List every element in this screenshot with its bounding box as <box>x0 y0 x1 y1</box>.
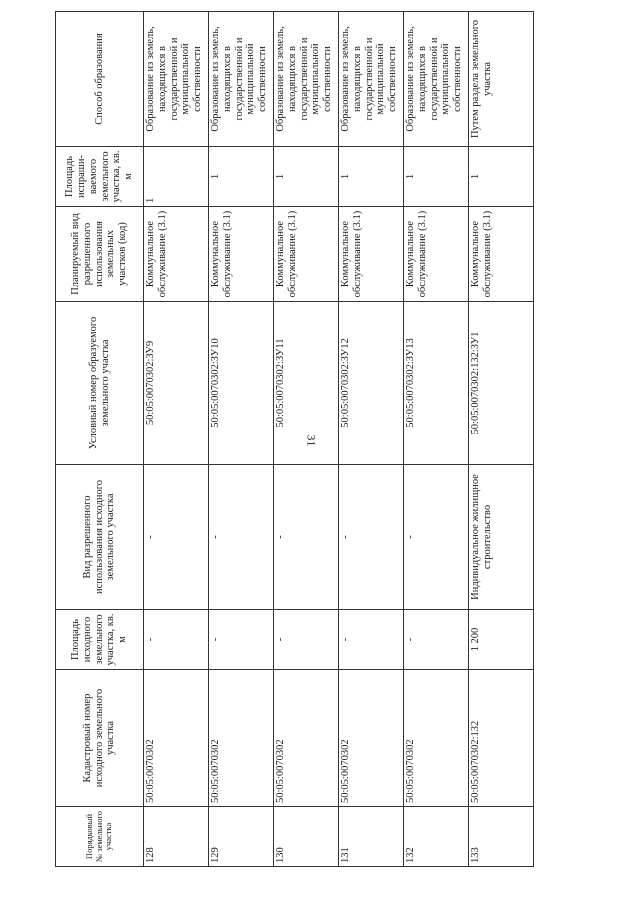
cell-plot-number: 129 <box>209 807 274 867</box>
cell-source-permitted-use: - <box>404 465 469 610</box>
header-requested-area: Площадь испраши-ваемого земельного участка, кв. м <box>56 147 144 207</box>
cell-formation-method: Образование из земель, находящихся в государственной и муниципальной собственности <box>339 12 404 147</box>
cell-source-permitted-use: - <box>209 465 274 610</box>
cell-new-plot-number: 50:05:0070302:ЗУ10 <box>209 302 274 465</box>
cell-source-cadastral-number: 50:05:0070302:132 <box>469 670 534 807</box>
cell-requested-area: 1 <box>209 147 274 207</box>
cell-source-area: - <box>144 610 209 670</box>
cell-source-cadastral-number: 50:05:0070302 <box>404 670 469 807</box>
table-row <box>274 12 339 867</box>
cell-planned-use: Коммунальное обслуживание (3.1) <box>209 207 274 302</box>
cell-source-permitted-use: - <box>144 465 209 610</box>
cell-source-area: 1 200 <box>469 610 534 670</box>
cell-plot-number: 132 <box>404 807 469 867</box>
cell-source-area: - <box>209 610 274 670</box>
table-row <box>469 12 534 867</box>
cell-plot-number: 131 <box>339 807 404 867</box>
cell-requested-area: 1 <box>274 147 339 207</box>
cell-requested-area: 1 <box>404 147 469 207</box>
cell-plot-number: 130 <box>274 807 339 867</box>
header-planned-use: Планируемый вид разрешенного использования земельных участков (код) <box>56 207 144 302</box>
cell-planned-use: Коммунальное обслуживание (3.1) <box>469 207 534 302</box>
page-number: 31 <box>304 434 319 447</box>
header-formation-method: Способ образования <box>56 12 144 147</box>
table-row <box>144 12 209 867</box>
header-new-plot-number: Условный номер образуемого земельного участка <box>56 302 144 465</box>
cell-requested-area: 1 <box>144 147 209 207</box>
cell-formation-method: Образование из земель, находящихся в государственной и муниципальной собственности <box>274 12 339 147</box>
cell-source-area: - <box>274 610 339 670</box>
cell-new-plot-number: 50:05:0070302:ЗУ13 <box>404 302 469 465</box>
cell-source-area: - <box>404 610 469 670</box>
header-source-area: Площадь исходного земельного участка, кв. м <box>56 610 144 670</box>
cell-planned-use: Коммунальное обслуживание (3.1) <box>339 207 404 302</box>
cell-source-permitted-use: Индивидуальное жилищное строительство <box>469 465 534 610</box>
cell-source-cadastral-number: 50:05:0070302 <box>274 670 339 807</box>
cell-plot-number: 128 <box>144 807 209 867</box>
cell-formation-method: Путем раздела земельного участка <box>469 12 534 147</box>
header-plot-number: Порядковый № земельного участка <box>56 807 144 867</box>
cell-source-cadastral-number: 50:05:0070302 <box>339 670 404 807</box>
table-row <box>209 12 274 867</box>
cell-new-plot-number: 50:05:0070302:132:ЗУ1 <box>469 302 534 465</box>
cell-new-plot-number: 50:05:0070302:ЗУ9 <box>144 302 209 465</box>
cell-new-plot-number: 50:05:0070302:ЗУ11 <box>274 302 339 465</box>
header-source-cadastral-number: Кадастровый номер исходного земельного участка <box>56 670 144 807</box>
cell-plot-number: 133 <box>469 807 534 867</box>
cell-source-cadastral-number: 50:05:0070302 <box>144 670 209 807</box>
cell-requested-area: 1 <box>339 147 404 207</box>
cell-formation-method: Образование из земель, находящихся в государственной и муниципальной собственности <box>209 12 274 147</box>
cell-planned-use: Коммунальное обслуживание (3.1) <box>404 207 469 302</box>
cell-source-cadastral-number: 50:05:0070302 <box>209 670 274 807</box>
table-row <box>404 12 469 867</box>
cell-planned-use: Коммунальное обслуживание (3.1) <box>274 207 339 302</box>
table-row <box>339 12 404 867</box>
header-source-permitted-use: Вид разрешенного использования исходного земельного участка <box>56 465 144 610</box>
cell-formation-method: Образование из земель, находящихся в государственной и муниципальной собственности <box>404 12 469 147</box>
cell-source-permitted-use: - <box>339 465 404 610</box>
cell-formation-method: Образование из земель, находящихся в государственной и муниципальной собственности <box>144 12 209 147</box>
land-plots-table <box>55 11 534 867</box>
land-plots-table-container <box>55 12 533 867</box>
cell-source-area: - <box>339 610 404 670</box>
cell-requested-area: 1 <box>469 147 534 207</box>
cell-planned-use: Коммунальное обслуживание (3.1) <box>144 207 209 302</box>
cell-new-plot-number: 50:05:0070302:ЗУ12 <box>339 302 404 465</box>
cell-source-permitted-use: - <box>274 465 339 610</box>
header-row <box>56 12 144 867</box>
